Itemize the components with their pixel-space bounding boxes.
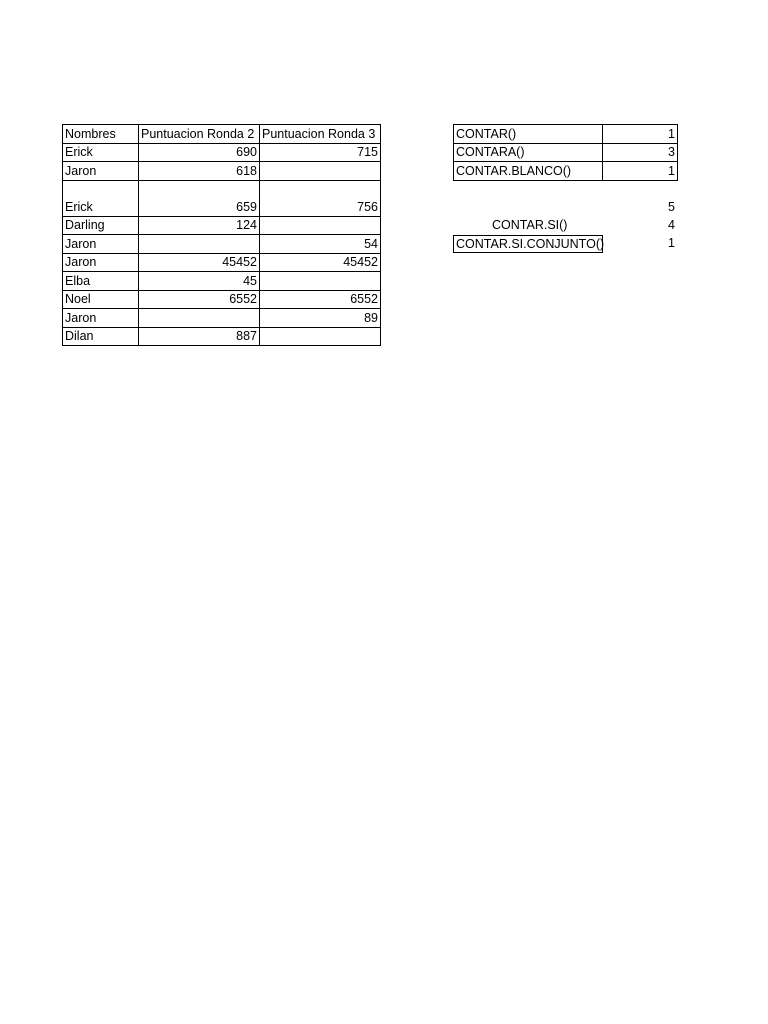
header-ronda-3[interactable]: Puntuacion Ronda 3 xyxy=(260,125,381,144)
scores-table xyxy=(62,124,381,346)
cell-name[interactable]: Erick xyxy=(63,143,139,162)
contar-si-label[interactable]: CONTAR.SI() xyxy=(492,218,568,232)
cell-name[interactable]: Dilan xyxy=(63,327,139,346)
contar-si-value[interactable]: 4 xyxy=(668,218,675,232)
cell-ronda-2[interactable] xyxy=(139,235,260,254)
header-nombres[interactable]: Nombres xyxy=(63,125,139,144)
cell-ronda-2[interactable] xyxy=(139,309,260,328)
cell-ronda-2[interactable]: 690 xyxy=(139,143,260,162)
contar-si-conjunto-label[interactable]: CONTAR.SI.CONJUNTO() xyxy=(453,235,603,253)
table-row xyxy=(63,253,381,272)
cell-ronda-2[interactable]: 124 xyxy=(139,216,260,235)
cell-ronda-3[interactable] xyxy=(260,162,381,181)
cell-ronda-3[interactable] xyxy=(260,216,381,235)
table-row xyxy=(63,272,381,291)
header-ronda-2[interactable]: Puntuacion Ronda 2 xyxy=(139,125,260,144)
function-row-contar xyxy=(454,125,678,144)
cell-ronda-3[interactable]: 89 xyxy=(260,309,381,328)
cell-name[interactable]: Jaron xyxy=(63,309,139,328)
table-row xyxy=(63,180,381,216)
cell-name[interactable]: Elba xyxy=(63,272,139,291)
cell-ronda-3[interactable]: 756 xyxy=(260,180,381,216)
table-row xyxy=(63,309,381,328)
cell-name[interactable]: Noel xyxy=(63,290,139,309)
cell-ronda-3[interactable]: 54 xyxy=(260,235,381,254)
cell-ronda-3[interactable]: 715 xyxy=(260,143,381,162)
table-row xyxy=(63,327,381,346)
table-row xyxy=(63,290,381,309)
function-row-contar-blanco xyxy=(454,162,678,181)
functions-table xyxy=(453,124,678,181)
cell-name[interactable]: Jaron xyxy=(63,253,139,272)
cell-name[interactable]: Darling xyxy=(63,216,139,235)
cell-name[interactable]: Jaron xyxy=(63,235,139,254)
contar-value[interactable]: 1 xyxy=(603,125,678,144)
cell-ronda-2[interactable]: 887 xyxy=(139,327,260,346)
cell-name[interactable]: Erick xyxy=(63,180,139,216)
cell-ronda-2[interactable]: 6552 xyxy=(139,290,260,309)
cell-ronda-2[interactable]: 659 xyxy=(139,180,260,216)
contar-blanco-label[interactable]: CONTAR.BLANCO() xyxy=(454,162,603,181)
cell-ronda-3[interactable] xyxy=(260,327,381,346)
cell-ronda-3[interactable]: 6552 xyxy=(260,290,381,309)
table-row xyxy=(63,162,381,181)
cell-ronda-3[interactable] xyxy=(260,272,381,291)
function-row-contara xyxy=(454,143,678,162)
contar-blanco-value[interactable]: 1 xyxy=(603,162,678,181)
cell-ronda-2[interactable]: 618 xyxy=(139,162,260,181)
table-row xyxy=(63,235,381,254)
cell-name[interactable]: Jaron xyxy=(63,162,139,181)
contar-label[interactable]: CONTAR() xyxy=(454,125,603,144)
cell-ronda-2[interactable]: 45 xyxy=(139,272,260,291)
loose-value-cell[interactable]: 5 xyxy=(668,200,675,214)
table-row xyxy=(63,143,381,162)
contara-value[interactable]: 3 xyxy=(603,143,678,162)
contara-label[interactable]: CONTARA() xyxy=(454,143,603,162)
contar-si-conjunto-value[interactable]: 1 xyxy=(668,236,675,250)
cell-ronda-2[interactable]: 45452 xyxy=(139,253,260,272)
cell-ronda-3[interactable]: 45452 xyxy=(260,253,381,272)
table-header-row xyxy=(63,125,381,144)
table-row xyxy=(63,216,381,235)
